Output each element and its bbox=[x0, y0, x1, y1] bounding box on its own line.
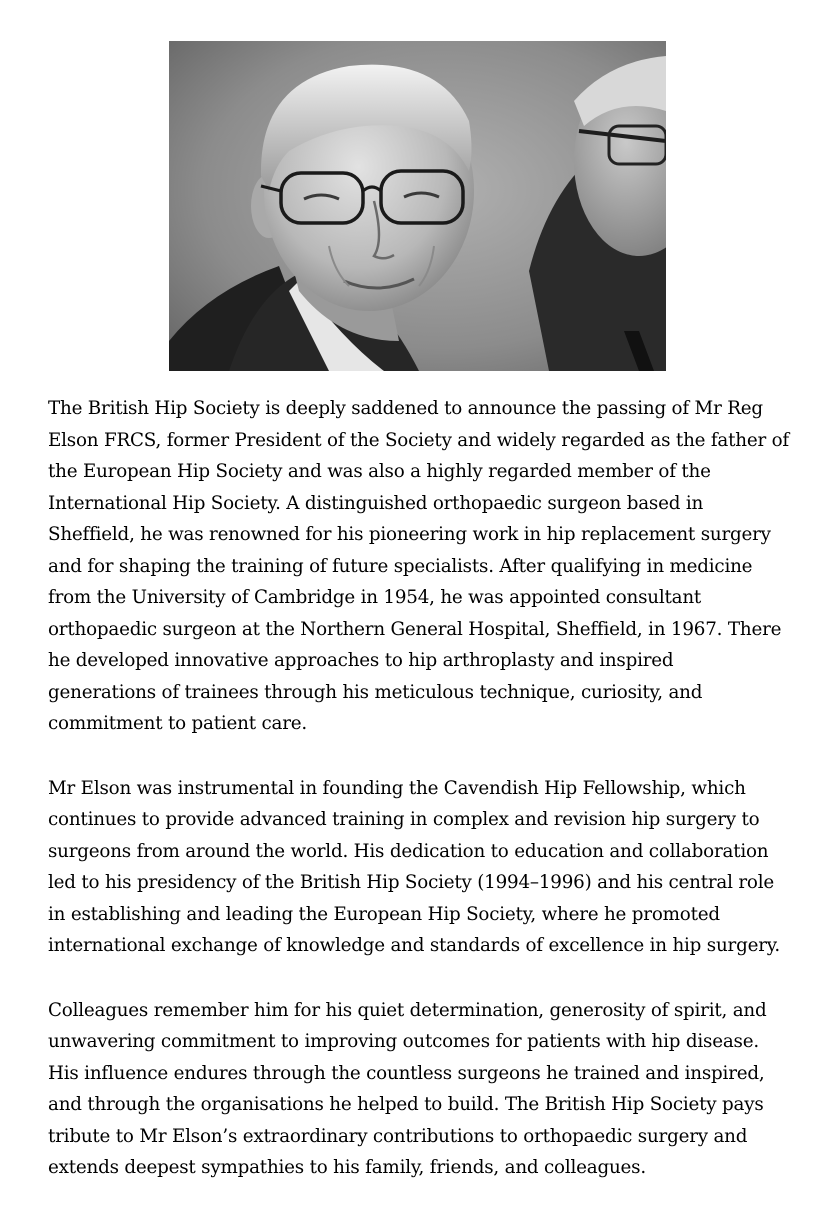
paragraph-line: led to his presidency of the British Hip Society (1994–1996) and his central role bbox=[48, 872, 775, 893]
paragraph-line: tribute to Mr Elson’s extraordinary contributions to orthopaedic surgery and bbox=[48, 1125, 748, 1147]
paragraph-line: International Hip Society. A distinguished orthopaedic surgeon based in bbox=[48, 492, 704, 514]
paragraph-line: generations of trainees through his meticulous technique, curiosity, and bbox=[48, 681, 703, 703]
paragraph-line: in establishing and leading the European Hip Society, where he promoted bbox=[48, 903, 720, 925]
portrait-photo-icon bbox=[169, 41, 666, 371]
paragraph-line: Mr Elson was instrumental in founding the Cavendish Hip Fellowship, which bbox=[48, 777, 746, 799]
paragraph-line: His influence endures through the countless surgeons he trained and inspired, bbox=[48, 1062, 765, 1084]
article-paragraph-3 bbox=[48, 995, 834, 1184]
paragraph-line: he developed innovative approaches to hip arthroplasty and inspired bbox=[48, 650, 674, 671]
obituary-article bbox=[48, 393, 834, 1217]
article-paragraph-1 bbox=[48, 393, 834, 740]
paragraph-line: unwavering commitment to improving outcomes for patients with hip disease. bbox=[48, 1031, 759, 1052]
paragraph-line: international exchange of knowledge and standards of excellence in hip surgery. bbox=[48, 935, 781, 956]
paragraph-line: commitment to patient care. bbox=[48, 713, 308, 734]
article-paragraph-2 bbox=[48, 773, 834, 962]
paragraph-line: Sheffield, he was renowned for his pioneering work in hip replacement surgery bbox=[48, 524, 771, 545]
paragraph-line: Elson FRCS, former President of the Society and widely regarded as the father of bbox=[48, 429, 789, 451]
paragraph-line: from the University of Cambridge in 1954, he was appointed consultant bbox=[48, 587, 702, 608]
paragraph-line: Colleagues remember him for his quiet determination, generosity of spirit, and bbox=[48, 999, 767, 1021]
paragraph-line: continues to provide advanced training in complex and revision hip surgery to bbox=[48, 809, 760, 830]
paragraph-line: extends deepest sympathies to his family, friends, and colleagues. bbox=[48, 1157, 646, 1178]
paragraph-line: orthopaedic surgeon at the Northern General Hospital, Sheffield, in 1967. There bbox=[48, 618, 782, 640]
paragraph-line: The British Hip Society is deeply saddened to announce the passing of Mr Reg bbox=[48, 398, 763, 419]
paragraph-line: and for shaping the training of future specialists. After qualifying in medicine bbox=[48, 555, 753, 577]
portrait-photo bbox=[169, 41, 666, 371]
paragraph-line: surgeons from around the world. His dedication to education and collaboration bbox=[48, 840, 769, 862]
paragraph-line: the European Hip Society and was also a highly regarded member of the bbox=[48, 461, 711, 482]
paragraph-line: and through the organisations he helped to build. The British Hip Society pays bbox=[48, 1094, 764, 1115]
